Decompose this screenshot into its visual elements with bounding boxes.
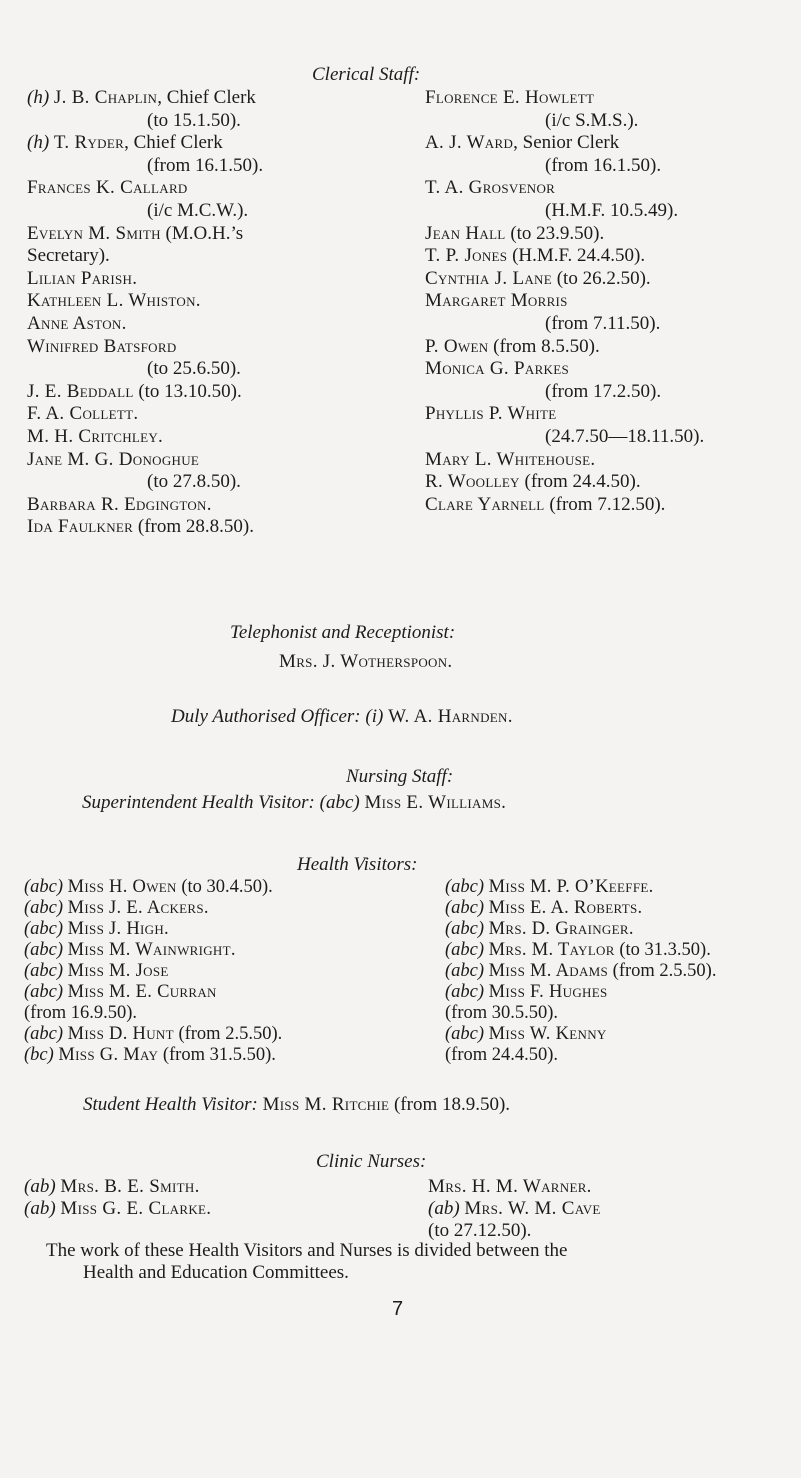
entry-prefix: (abc) [445,877,489,897]
authorised-officer-prefix: (i) [365,706,384,727]
entry-name: Mary L. Whitehouse. [425,448,596,470]
list-item [445,898,716,919]
entry-detail: Secretary). [27,245,110,267]
entry-name: Phyllis P. White [425,403,557,425]
entry-name: Cynthia J. Lane [425,267,552,289]
entry-name: Mrs. D. Grainger. [488,919,634,939]
entry-name: T. Ryder [53,132,125,154]
entry-prefix: (abc) [445,1024,489,1044]
list-item [445,1003,716,1024]
list-item [27,381,263,404]
entry-name: Monica G. Parkes [425,358,570,380]
entry-name: Miss W. Kenny [488,1024,607,1044]
list-item [425,245,704,268]
list-item [428,1220,601,1242]
entry-name: M. H. Critchley. [27,425,164,447]
entry-detail: (from 17.2.50). [545,380,662,402]
entry-detail: (24.7.50—18.11.50). [545,425,705,447]
authorised-officer-name: W. A. Harnden. [388,706,513,727]
entry-detail: (i/c M.C.W.). [147,199,249,221]
list-item [24,961,282,982]
footnote-line-2: Health and Education Committees. [83,1262,349,1283]
entry-detail: (i/c S.M.S.). [545,109,639,131]
list-item [425,403,704,426]
entry-name: Mrs. M. Taylor [488,940,615,960]
entry-detail: (H.M.F. 10.5.49). [545,199,679,221]
list-item [27,426,263,449]
entry-name: Mrs. H. M. Warner. [428,1176,592,1197]
list-item [27,516,263,539]
entry-detail: (to 31.3.50). [614,940,711,960]
clerical-staff-right-column [425,87,704,516]
entry-detail: (from 7.11.50). [545,312,661,334]
list-item [425,110,704,133]
entry-prefix: (abc) [445,982,489,1002]
student-dates: (from 18.9.50). [389,1094,511,1115]
list-item [425,471,704,494]
authorised-officer-label: Duly Authorised Officer: [171,706,361,727]
list-item [445,1024,716,1045]
entry-name: Miss M. Adams [488,961,609,981]
entry-detail: (to 27.8.50). [147,471,241,493]
superintendent-label: Superintendent Health Visitor: [82,792,315,813]
entry-detail: (to 25.6.50). [147,358,241,380]
entry-name: A. J. Ward [425,132,514,154]
list-item [425,358,704,381]
entry-prefix: (abc) [24,877,68,897]
entry-prefix: (abc) [24,919,68,939]
list-item [27,223,263,246]
entry-name: T. A. Grosvenor [425,177,556,199]
list-item [27,494,263,517]
clerical-staff-heading: Clerical Staff: [312,64,421,85]
entry-name: Miss J. E. Ackers. [67,898,209,918]
entry-name: J. E. Beddall [27,380,134,402]
telephonist-name: Mrs. J. Wotherspoon. [279,651,453,672]
list-item [428,1198,601,1220]
list-item [425,449,704,472]
entry-detail: (from 16.1.50). [545,154,662,176]
list-item [425,132,704,155]
entry-name: Mrs. B. E. Smith. [60,1176,200,1197]
entry-detail: (from 16.1.50). [147,154,264,176]
entry-detail: (to 15.1.50). [147,109,241,131]
list-item [425,313,704,336]
list-item [24,1024,282,1045]
list-item [24,877,282,898]
entry-detail: (to 26.2.50). [551,267,651,289]
clerical-staff-left-column [27,87,263,539]
entry-detail: (from 24.4.50). [445,1045,559,1065]
entry-detail: (from 16.9.50). [24,1003,138,1023]
entry-name: Jean Hall [425,222,506,244]
list-item [24,982,282,1003]
list-item [425,177,704,200]
entry-detail: (from 2.5.50). [173,1024,283,1044]
list-item [425,381,704,404]
list-item [425,494,704,517]
clinic-nurses-left-column [24,1176,211,1220]
entry-prefix: (ab) [24,1198,61,1219]
entry-name: T. P. Jones [425,245,508,267]
entry-detail: (H.M.F. 24.4.50). [507,245,646,267]
clinic-nurses-heading: Clinic Nurses: [316,1151,427,1172]
entry-detail: , Chief Clerk [157,87,256,108]
list-item [27,110,263,133]
entry-name: Jane M. G. Donoghue [27,448,200,470]
entry-name: Miss F. Hughes [488,982,608,1002]
entry-detail: (from 7.12.50). [544,493,666,515]
entry-prefix: (abc) [24,898,68,918]
entry-prefix: (abc) [445,898,489,918]
entry-prefix: (abc) [445,919,489,939]
entry-prefix: (abc) [24,940,68,960]
entry-prefix: (h) [27,87,54,108]
superintendent-name: Miss E. Williams. [364,792,507,813]
list-item [27,449,263,472]
entry-name: Barbara R. Edgington. [27,493,212,515]
entry-prefix: (abc) [24,982,68,1002]
list-item [425,200,704,223]
list-item [24,940,282,961]
health-visitors-heading: Health Visitors: [297,854,418,875]
entry-detail: (from 31.5.50). [158,1045,276,1065]
student-label: Student Health Visitor: [83,1094,258,1115]
entry-name: Florence E. Howlett [425,87,595,108]
entry-prefix: (abc) [445,961,489,981]
list-item [425,223,704,246]
entry-name: Ida Faulkner [27,516,134,538]
entry-name: Miss M. Wainwright. [67,940,236,960]
entry-name: Winifred Batsford [27,335,177,357]
entry-detail: , Chief Clerk [124,132,223,154]
entry-name: Miss M. E. Curran [67,982,217,1002]
entry-name: J. B. Chaplin [53,87,158,108]
health-visitors-right-column [445,877,716,1066]
entry-detail: (M.O.H.’s [160,222,244,244]
entry-name: Anne Aston. [27,312,127,334]
list-item [27,177,263,200]
list-item [27,245,263,268]
entry-detail: (from 28.8.50). [133,516,254,538]
entry-name: Margaret Morris [425,290,568,312]
list-item [425,336,704,359]
telephonist-heading: Telephonist and Receptionist: [230,622,456,643]
entry-name: Kathleen L. Whiston. [27,290,201,312]
duly-authorised-officer-line [171,706,513,728]
list-item [27,403,263,426]
page-number: 7 [392,1298,404,1320]
entry-name: Mrs. W. M. Cave [464,1198,601,1219]
superintendent-line [82,792,506,814]
list-item [24,1198,211,1220]
list-item [24,1045,282,1066]
nursing-staff-heading: Nursing Staff: [346,766,454,787]
entry-name: F. A. Collett. [27,403,139,425]
entry-detail: (to 27.12.50). [428,1220,532,1241]
list-item [425,87,704,110]
health-visitors-left-column [24,877,282,1066]
entry-name: Evelyn M. Smith [27,222,161,244]
entry-prefix: (ab) [428,1198,465,1219]
list-item [425,290,704,313]
student-health-visitor-line [83,1094,510,1116]
entry-detail: (to 23.9.50). [505,222,605,244]
list-item [27,200,263,223]
entry-name: Miss G. E. Clarke. [60,1198,212,1219]
entry-detail: (from 2.5.50). [608,961,717,981]
list-item [428,1176,601,1198]
footnote [46,1240,567,1284]
entry-name: Miss D. Hunt [67,1024,174,1044]
list-item [27,155,263,178]
entry-name: Miss E. A. Roberts. [488,898,643,918]
entry-detail: (from 30.5.50). [445,1003,559,1023]
list-item [27,132,263,155]
list-item [27,290,263,313]
list-item [445,940,716,961]
list-item [445,1045,716,1066]
entry-detail: (to 13.10.50). [133,380,242,402]
entry-detail: (to 30.4.50). [176,877,273,897]
entry-name: Miss M. Jose [67,961,169,981]
entry-detail: , Senior Clerk [513,132,620,154]
list-item [445,919,716,940]
entry-prefix: (bc) [24,1045,59,1065]
clinic-nurses-right-column [428,1176,601,1242]
list-item [27,87,263,110]
entry-name: Lilian Parish. [27,267,138,289]
entry-prefix: (abc) [445,940,489,960]
list-item [24,1003,282,1024]
list-item [24,919,282,940]
entry-prefix: (h) [27,132,54,154]
list-item [27,336,263,359]
entry-name: Miss J. High. [67,919,169,939]
list-item [27,358,263,381]
entry-name: P. Owen [425,335,489,357]
entry-detail: (from 8.5.50). [488,335,600,357]
entry-name: Miss H. Owen [67,877,177,897]
entry-name: R. Woolley [425,471,520,493]
entry-detail: (from 24.4.50). [519,471,641,493]
student-name: Miss M. Ritchie [262,1094,390,1115]
list-item [445,877,716,898]
entry-name: Clare Yarnell [425,493,545,515]
list-item [445,982,716,1003]
list-item [24,1176,211,1198]
list-item [27,313,263,336]
list-item [425,426,704,449]
entry-prefix: (ab) [24,1176,61,1197]
list-item [445,961,716,982]
entry-prefix: (abc) [24,961,68,981]
entry-name: Frances K. Callard [27,177,188,199]
list-item [425,155,704,178]
list-item [27,268,263,291]
entry-name: Miss G. May [58,1045,159,1065]
entry-name: Miss M. P. O’Keeffe. [488,877,654,897]
entry-prefix: (abc) [24,1024,68,1044]
list-item [27,471,263,494]
superintendent-prefix: (abc) [319,792,360,813]
list-item [425,268,704,291]
list-item [24,898,282,919]
footnote-line-1: The work of these Health Visitors and Nurses is divided between the [46,1240,568,1261]
